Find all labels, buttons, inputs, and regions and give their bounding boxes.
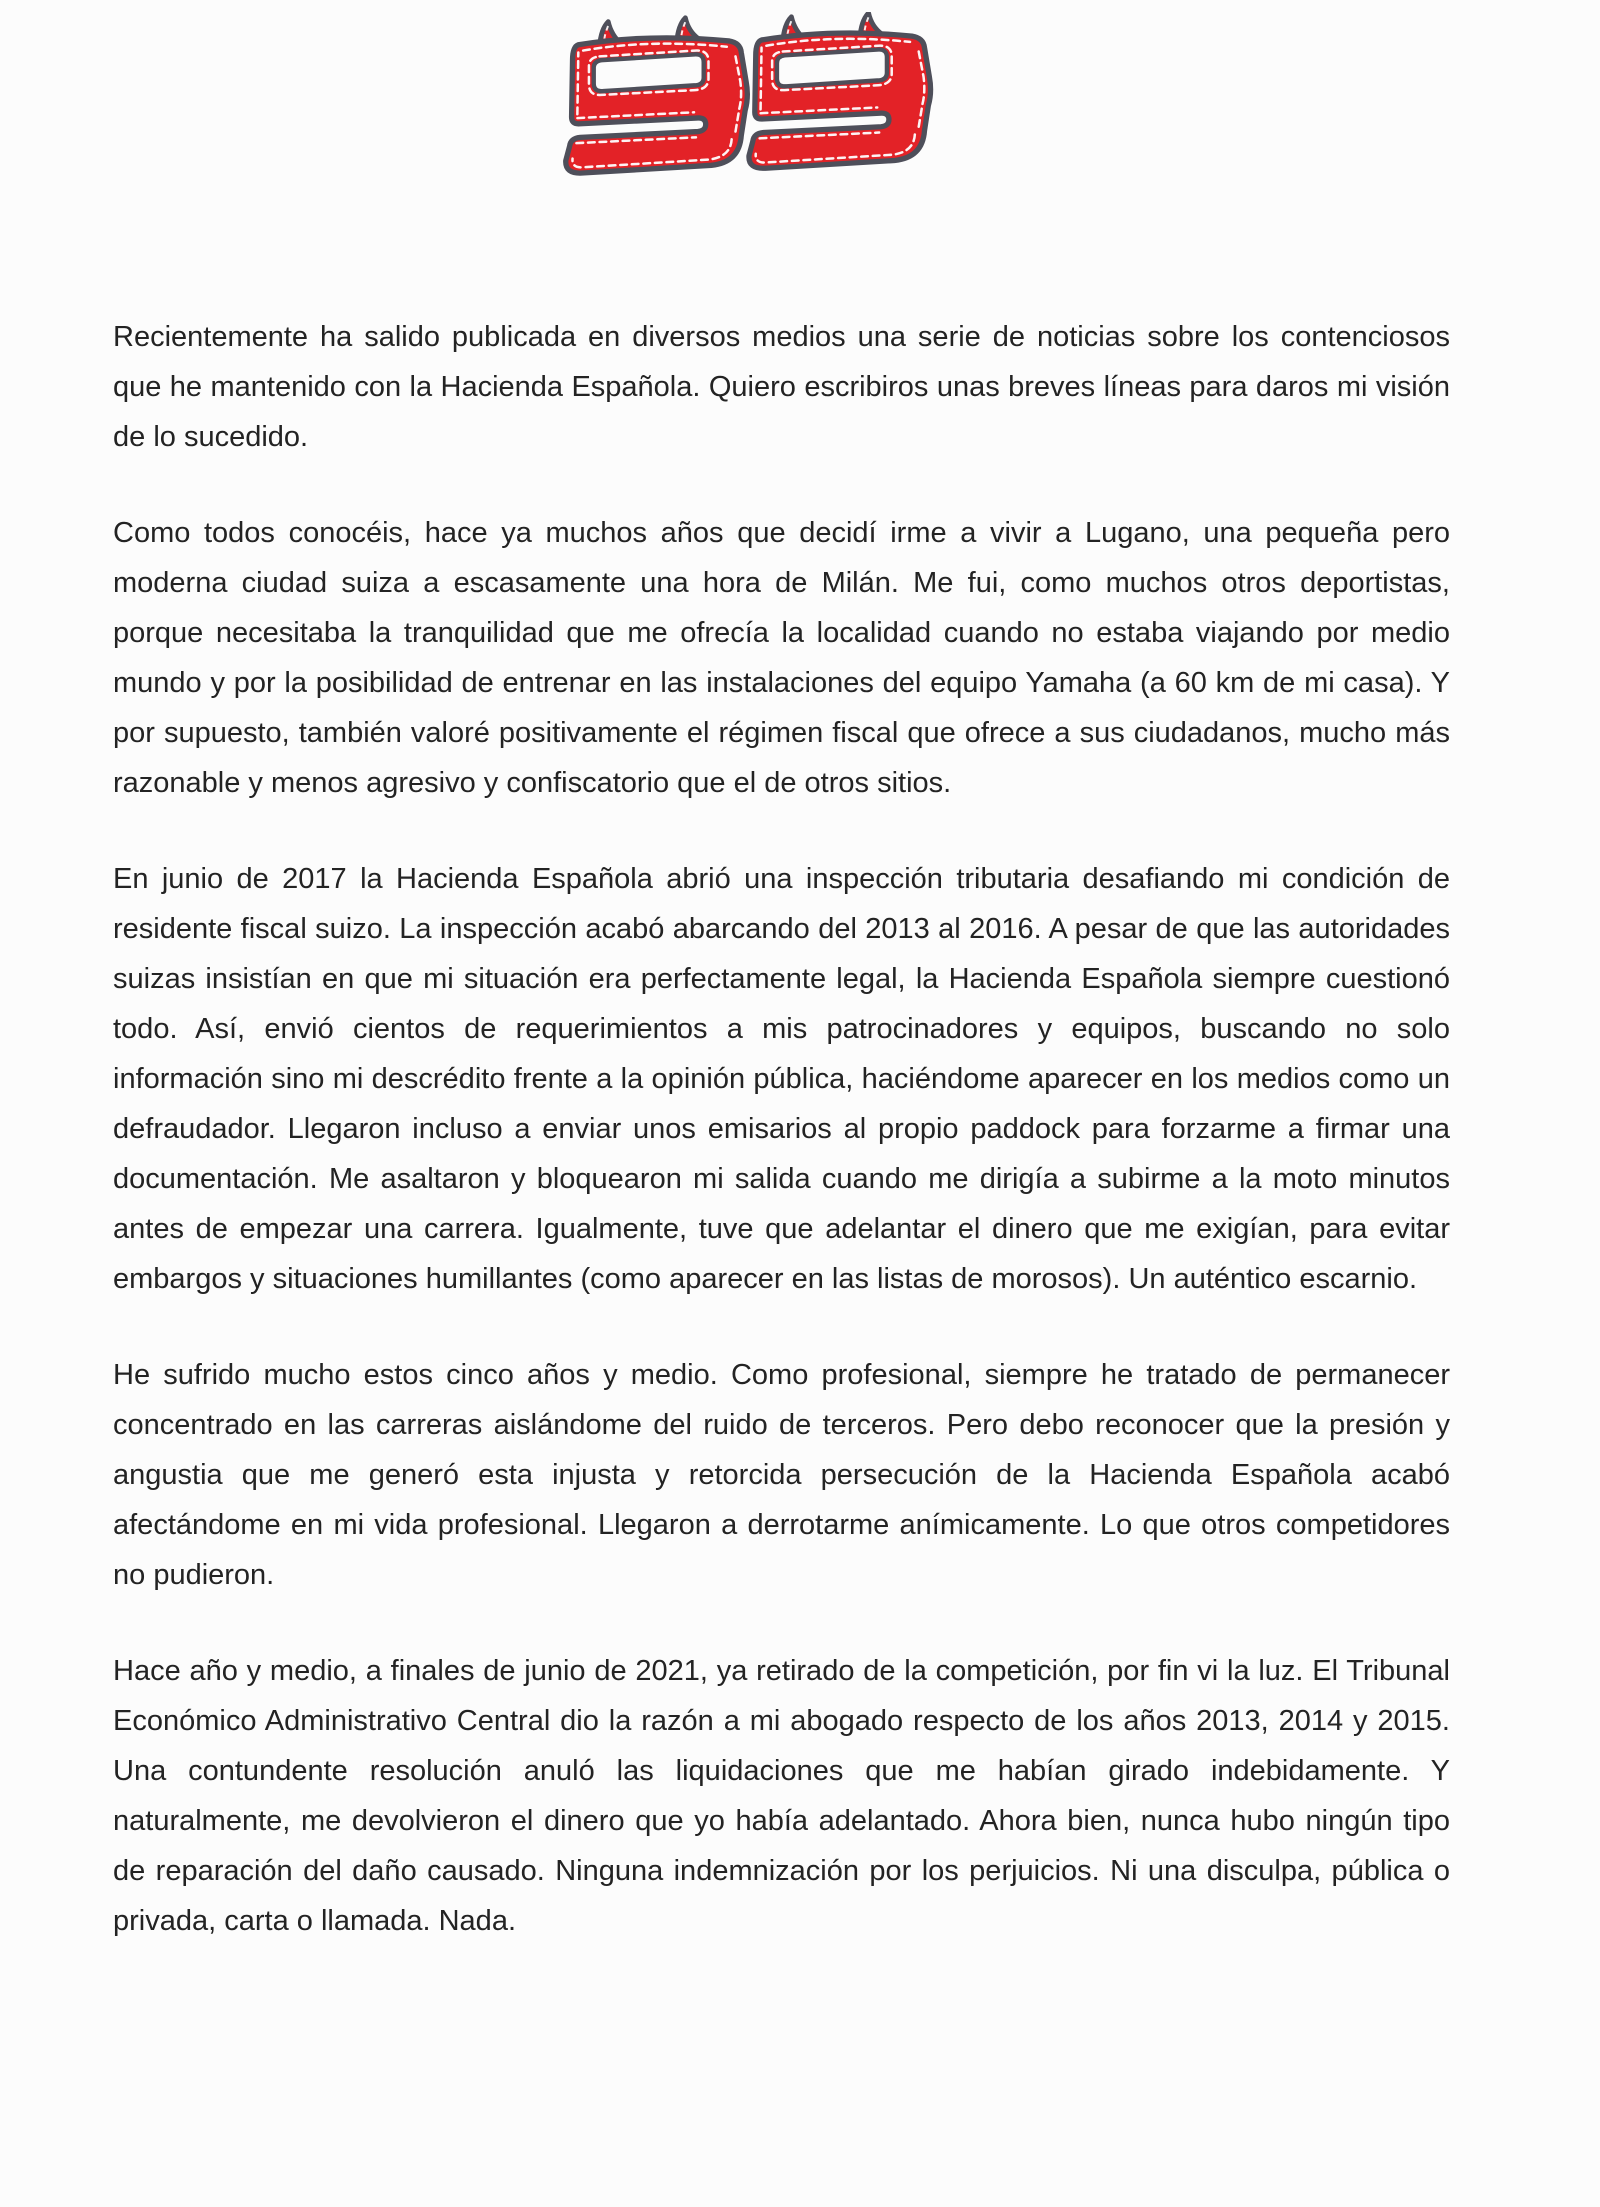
paragraph-lugano: Como todos conocéis, hace ya muchos años que decidí irme a vivir a Lugano, una pequeña pero moderna ciudad suiza a escasamente una hora de Milán. Me fui, como muchos otros deportistas, porque necesitaba la tranquilidad que me ofrecía la localidad cuando no estaba viajando por medio mundo y por la posibilidad de entrenar en las instalaciones del equipo Yamaha (a 60 km de mi casa). Y por supuesto, también valoré positivamente el régimen fiscal que ofrece a sus ciudadanos, mucho más razonable y menos agresivo y confiscatorio que el de otros sitios. <box>113 517 1450 799</box>
lorenzo-99-logo <box>560 12 938 180</box>
digit-nine-right <box>749 13 931 168</box>
paragraph-intro: Recientemente ha salido publicada en diversos medios una serie de noticias sobre los contenciosos que he mantenido con la Hacienda Española. Quiero escribiros unas breves líneas para daros mi visión de lo sucedido. <box>113 321 1450 453</box>
digit-nine-left <box>566 18 748 173</box>
letter-body <box>113 312 1450 1946</box>
99-logo-graphic <box>560 12 938 180</box>
paragraph-inspeccion: En junio de 2017 la Hacienda Española abrió una inspección tributaria desafiando mi condición de residente fiscal suizo. La inspección acabó abarcando del 2013 al 2016. A pesar de que las autoridades suizas insistían en que mi situación era perfectamente legal, la Hacienda Española siempre cuestionó todo. Así, envió cientos de requerimientos a mis patrocinadores y equipos, buscando no solo información sino mi descrédito frente a la opinión pública, haciéndome aparecer en los medios como un defraudador. Llegaron incluso a enviar unos emisarios al propio paddock para forzarme a firmar una documentación. Me asaltaron y bloquearon mi salida cuando me dirigía a subirme a la moto minutos antes de empezar una carrera. Igualmente, tuve que adelantar el dinero que me exigían, para evitar embargos y situaciones humillantes (como aparecer en las listas de morosos). Un auténtico escarnio. <box>113 863 1450 1295</box>
paragraph-sufrimiento: He sufrido mucho estos cinco años y medio. Como profesional, siempre he tratado de permanecer concentrado en las carreras aislándome del ruido de terceros. Pero debo reconocer que la presión y angustia que me generó esta injusta y retorcida persecución de la Hacienda Española acabó afectándome en mi vida profesional. Llegaron a derrotarme anímicamente. Lo que otros competidores no pudieron. <box>113 1359 1450 1591</box>
paragraph-resolucion: Hace año y medio, a finales de junio de 2021, ya retirado de la competición, por fin vi la luz. El Tribunal Económico Administrativo Central dio la razón a mi abogado respecto de los años 2013, 2014 y 2015. Una contundente resolución anuló las liquidaciones que me habían girado indebidamente. Y naturalmente, me devolvieron el dinero que yo había adelantado. Ahora bien, nunca hubo ningún tipo de reparación del daño causado. Ninguna indemnización por los perjuicios. Ni una disculpa, pública o privada, carta o llamada. Nada. <box>113 1655 1450 1937</box>
